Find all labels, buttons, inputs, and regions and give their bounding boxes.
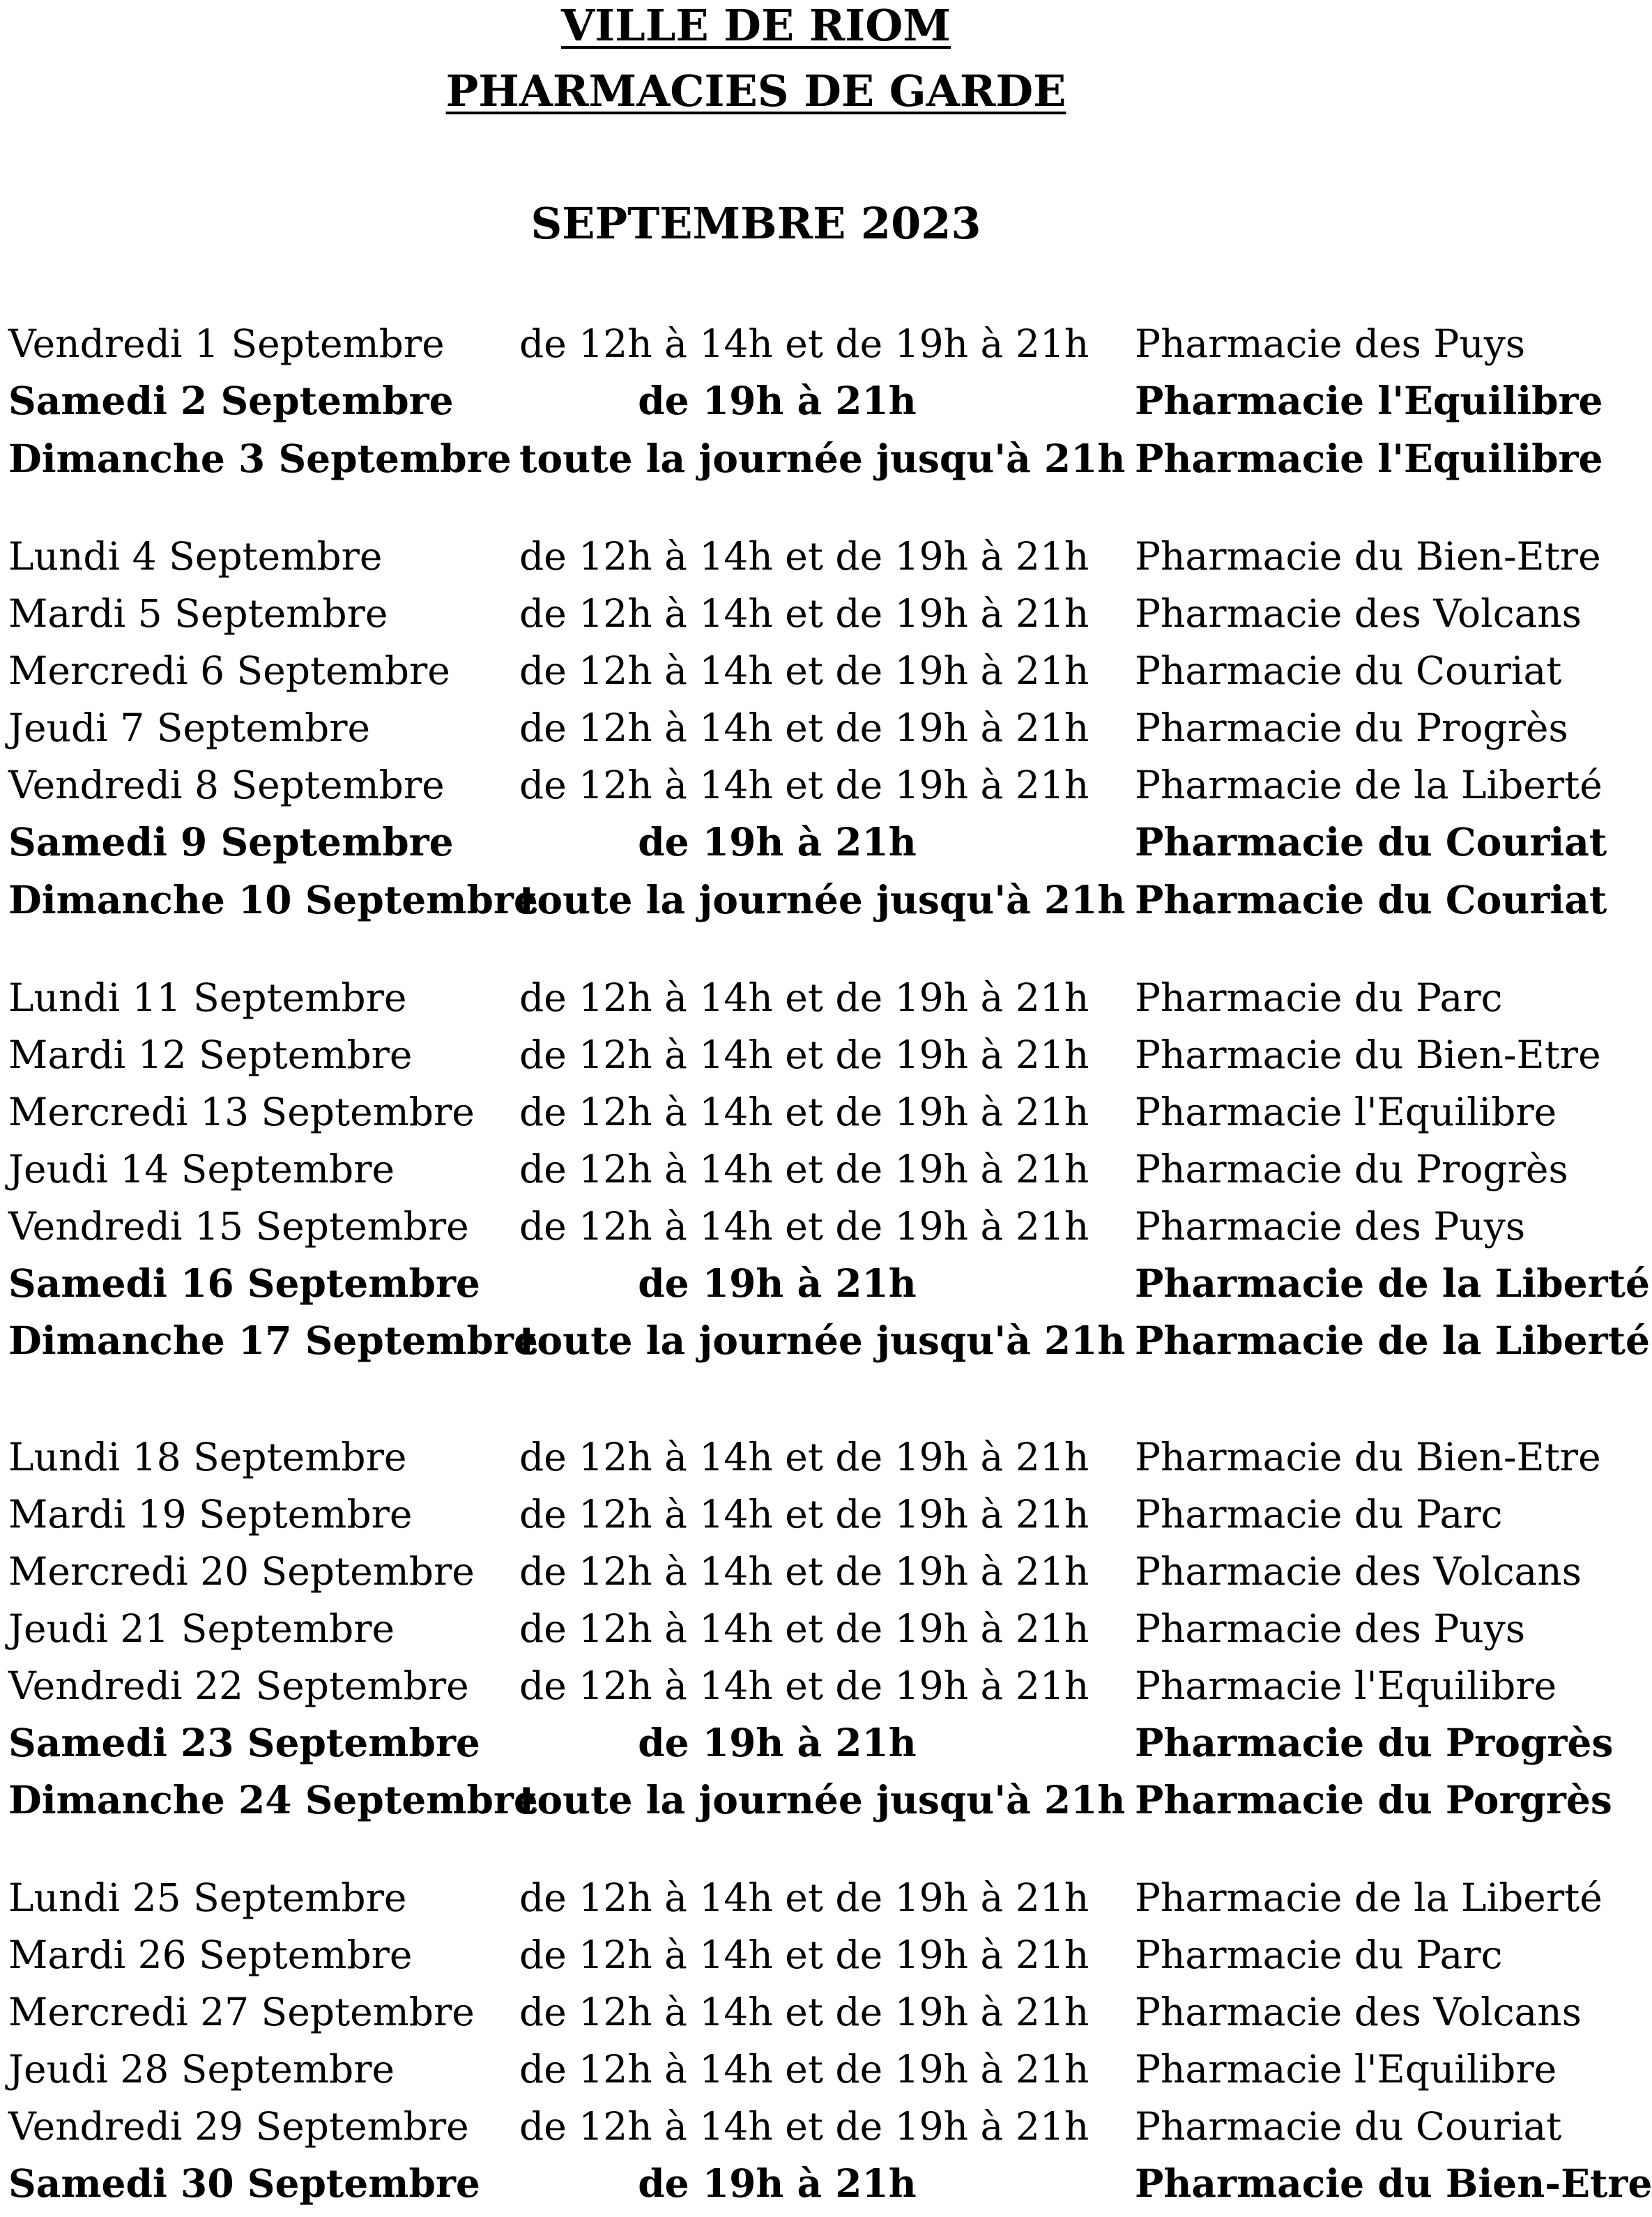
row-pharmacy: Pharmacie de la Liberté xyxy=(1135,1875,1603,1920)
row-day: Samedi 2 Septembre xyxy=(8,378,454,423)
row-day: Dimanche 10 Septembre xyxy=(8,877,538,922)
row-pharmacy: Pharmacie l'Equilibre xyxy=(1135,1663,1557,1708)
row-day: Vendredi 15 Septembre xyxy=(8,1204,469,1249)
row-pharmacy: Pharmacie du Porgrès xyxy=(1135,1777,1612,1822)
row-day: Vendredi 29 Septembre xyxy=(8,2104,469,2149)
row-hours: de 12h à 14h et de 19h à 21h xyxy=(519,534,1089,579)
row-hours: de 12h à 14h et de 19h à 21h xyxy=(519,706,1089,750)
row-day: Lundi 25 Septembre xyxy=(8,1875,407,1920)
row-day: Samedi 23 Septembre xyxy=(8,1720,480,1765)
table-row xyxy=(0,1198,1596,1255)
table-row xyxy=(0,1983,1596,2041)
row-pharmacy: Pharmacie des Volcans xyxy=(1135,591,1582,636)
row-hours: de 12h à 14h et de 19h à 21h xyxy=(519,321,1089,366)
table-row xyxy=(0,1141,1596,1198)
row-hours: de 12h à 14h et de 19h à 21h xyxy=(519,763,1089,807)
row-pharmacy: Pharmacie du Parc xyxy=(1135,1933,1503,1977)
row-hours: de 12h à 14h et de 19h à 21h xyxy=(519,975,1089,1020)
row-pharmacy: Pharmacie du Progrès xyxy=(1135,1147,1568,1191)
row-hours: toute la journée jusqu'à 21h xyxy=(519,877,1126,922)
table-row xyxy=(0,1772,1612,1829)
row-pharmacy: Pharmacie du Bien-Etre xyxy=(1135,1435,1601,1479)
table-row xyxy=(0,372,1603,429)
row-day: Jeudi 14 Septembre xyxy=(8,1147,395,1191)
row-pharmacy: Pharmacie du Couriat xyxy=(1135,2104,1562,2149)
row-pharmacy: Pharmacie des Volcans xyxy=(1135,1990,1582,2034)
row-pharmacy: Pharmacie de la Liberté xyxy=(1135,1260,1650,1306)
row-day: Lundi 4 Septembre xyxy=(8,534,383,579)
row-pharmacy: Pharmacie l'Equilibre xyxy=(1135,436,1603,481)
row-day: Dimanche 3 Septembre xyxy=(8,436,512,481)
row-pharmacy: Pharmacie du Bien-Etre xyxy=(1135,534,1601,579)
row-day: Samedi 30 Septembre xyxy=(8,2161,480,2206)
row-pharmacy: Pharmacie des Volcans xyxy=(1135,1549,1582,1594)
row-day: Dimanche 24 Septembre xyxy=(8,1777,538,1822)
row-day: Jeudi 28 Septembre xyxy=(8,2047,395,2092)
row-pharmacy: Pharmacie du Parc xyxy=(1135,975,1503,1020)
row-hours: toute la journée jusqu'à 21h xyxy=(519,1318,1126,1363)
row-day: Samedi 9 Septembre xyxy=(8,819,454,864)
row-pharmacy: Pharmacie l'Equilibre xyxy=(1135,2047,1557,2092)
row-hours: de 12h à 14h et de 19h à 21h xyxy=(519,1875,1089,1920)
row-hours: de 12h à 14h et de 19h à 21h xyxy=(519,1033,1089,1077)
row-hours: de 12h à 14h et de 19h à 21h xyxy=(519,1435,1089,1479)
row-day: Mardi 5 Septembre xyxy=(8,591,388,636)
row-pharmacy: Pharmacie du Couriat xyxy=(1135,877,1607,922)
row-pharmacy: Pharmacie des Puys xyxy=(1135,1606,1526,1651)
row-day: Mardi 26 Septembre xyxy=(8,1933,413,1977)
row-day: Lundi 11 Septembre xyxy=(8,975,407,1020)
row-pharmacy: Pharmacie du Parc xyxy=(1135,1492,1503,1537)
row-day: Mercredi 6 Septembre xyxy=(8,648,450,693)
row-hours: de 12h à 14h et de 19h à 21h xyxy=(519,648,1089,693)
page-title: VILLE DE RIOM xyxy=(561,0,951,51)
row-pharmacy: Pharmacie de la Liberté xyxy=(1135,1318,1650,1363)
row-hours: de 12h à 14h et de 19h à 21h xyxy=(519,1090,1089,1134)
table-row xyxy=(0,1657,1596,1714)
table-row xyxy=(0,1486,1596,1543)
row-day: Samedi 16 Septembre xyxy=(8,1260,480,1306)
table-row xyxy=(0,1312,1650,1369)
row-day: Lundi 18 Septembre xyxy=(8,1435,407,1479)
row-pharmacy: Pharmacie du Progrès xyxy=(1135,1720,1614,1765)
row-hours: de 12h à 14h et de 19h à 21h xyxy=(519,1147,1089,1191)
table-row xyxy=(0,1429,1601,1486)
row-pharmacy: Pharmacie du Bien-Etre xyxy=(1135,2161,1652,2206)
page-subtitle: PHARMACIES DE GARDE xyxy=(445,66,1066,116)
row-day: Vendredi 22 Septembre xyxy=(8,1663,469,1708)
row-hours: de 12h à 14h et de 19h à 21h xyxy=(519,2104,1089,2149)
row-hours: de 19h à 21h xyxy=(638,819,917,864)
row-hours: de 19h à 21h xyxy=(638,1720,917,1765)
row-day: Vendredi 8 Septembre xyxy=(8,763,445,807)
table-row xyxy=(0,1869,1603,1926)
row-pharmacy: Pharmacie du Couriat xyxy=(1135,819,1607,864)
table-row xyxy=(0,814,1607,871)
row-hours: de 12h à 14h et de 19h à 21h xyxy=(519,1204,1089,1249)
table-row xyxy=(0,2041,1596,2098)
row-hours: de 12h à 14h et de 19h à 21h xyxy=(519,1933,1089,1977)
table-row xyxy=(0,430,1603,487)
table-row xyxy=(0,1714,1614,1772)
table-row xyxy=(0,871,1607,929)
row-hours: de 19h à 21h xyxy=(638,1260,917,1306)
table-row xyxy=(0,699,1596,756)
table-row xyxy=(0,585,1596,642)
row-hours: de 12h à 14h et de 19h à 21h xyxy=(519,591,1089,636)
table-row xyxy=(0,528,1601,585)
row-hours: de 12h à 14h et de 19h à 21h xyxy=(519,1549,1089,1594)
row-hours: de 12h à 14h et de 19h à 21h xyxy=(519,2047,1089,2092)
row-hours: toute la journée jusqu'à 21h xyxy=(519,436,1126,481)
table-row xyxy=(0,969,1596,1026)
table-row xyxy=(0,1083,1596,1141)
row-hours: de 12h à 14h et de 19h à 21h xyxy=(519,1990,1089,2034)
row-hours: de 12h à 14h et de 19h à 21h xyxy=(519,1663,1089,1708)
table-row xyxy=(0,2155,1652,2212)
row-pharmacy: Pharmacie du Couriat xyxy=(1135,648,1562,693)
table-row xyxy=(0,756,1603,814)
table-row xyxy=(0,1543,1596,1600)
row-pharmacy: Pharmacie l'Equilibre xyxy=(1135,1090,1557,1134)
month-heading: SEPTEMBRE 2023 xyxy=(530,198,981,249)
row-day: Mardi 19 Septembre xyxy=(8,1492,413,1537)
row-day: Mercredi 27 Septembre xyxy=(8,1990,475,2034)
row-hours: de 12h à 14h et de 19h à 21h xyxy=(519,1606,1089,1651)
row-hours: de 12h à 14h et de 19h à 21h xyxy=(519,1492,1089,1537)
row-day: Jeudi 21 Septembre xyxy=(8,1606,395,1651)
row-day: Vendredi 1 Septembre xyxy=(8,321,445,366)
table-row xyxy=(0,1255,1650,1312)
row-pharmacy: Pharmacie des Puys xyxy=(1135,321,1526,366)
row-pharmacy: Pharmacie du Bien-Etre xyxy=(1135,1033,1601,1077)
row-day: Mercredi 20 Septembre xyxy=(8,1549,475,1594)
row-pharmacy: Pharmacie du Progrès xyxy=(1135,706,1568,750)
row-hours: de 19h à 21h xyxy=(638,2161,917,2206)
row-pharmacy: Pharmacie l'Equilibre xyxy=(1135,378,1603,423)
table-row xyxy=(0,315,1596,372)
row-day: Mardi 12 Septembre xyxy=(8,1033,413,1077)
row-pharmacy: Pharmacie de la Liberté xyxy=(1135,763,1603,807)
table-row xyxy=(0,1026,1601,1083)
row-pharmacy: Pharmacie des Puys xyxy=(1135,1204,1526,1249)
table-row xyxy=(0,2098,1596,2155)
row-day: Dimanche 17 Septembre xyxy=(8,1318,538,1363)
table-row xyxy=(0,642,1596,699)
table-row xyxy=(0,1600,1596,1657)
row-day: Mercredi 13 Septembre xyxy=(8,1090,475,1134)
table-row xyxy=(0,1926,1596,1983)
row-hours: de 19h à 21h xyxy=(638,378,917,423)
row-day: Jeudi 7 Septembre xyxy=(8,706,371,750)
row-hours: toute la journée jusqu'à 21h xyxy=(519,1777,1126,1822)
